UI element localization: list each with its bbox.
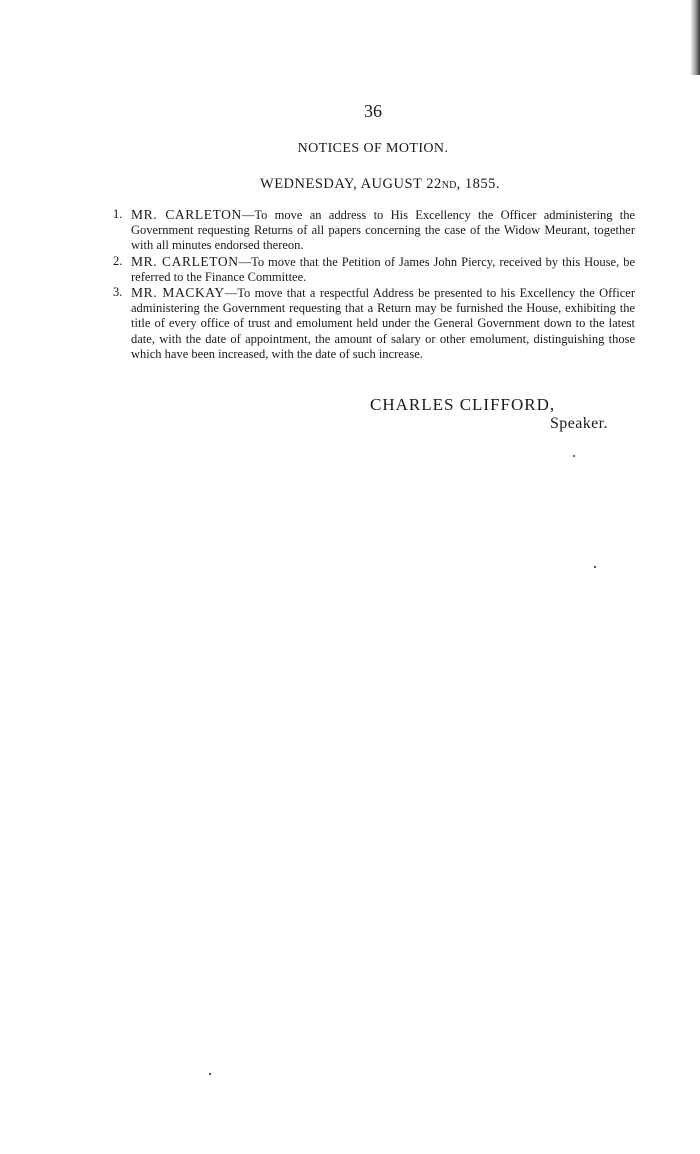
date-year: , 1855.: [456, 176, 500, 192]
notices-list: [113, 207, 635, 362]
notice-item-3: [113, 285, 635, 362]
page-number: 36: [364, 101, 382, 121]
notice-number: 3.: [113, 285, 123, 300]
signature-title: Speaker.: [550, 415, 608, 432]
notice-item-2: [113, 254, 635, 285]
notice-member: MR. CARLETON: [131, 253, 239, 269]
notice-item-1: [113, 207, 635, 254]
notice-text: —To move an address to His Excellency the Officer administering the Government requesting Returns of all papers concerning the case of the Widow Meurant, together with all minutes endorsed thereon.: [131, 208, 635, 253]
date-day-suffix: ND: [441, 180, 457, 191]
section-title: NOTICES OF MOTION.: [297, 141, 449, 156]
paper-speck: [573, 455, 575, 457]
notice-number: 2.: [113, 253, 123, 268]
notice-text: —To move that a respectful Address be presented to his Excellency the Officer administering the Government requesting that a Return may be furnished the House, exhibiting the title of every office of trust and emolument held under the General Government down to the latest date, with the date of appointment, the amount of salary or other emolument, distinguishing those which have been increased, with the date of such increase.: [131, 286, 635, 361]
notice-text: —To move that the Petition of James John Piercy, received by this House, be referred to the Finance Committee.: [131, 254, 635, 284]
date-heading: [0, 176, 700, 193]
paper-speck: [594, 566, 596, 568]
notice-number: 1.: [113, 207, 123, 221]
date-weekday-month: WEDNESDAY, AUGUST 22: [260, 176, 442, 192]
notice-member: MR. MACKAY: [131, 285, 225, 301]
notice-member: MR. CARLETON: [131, 207, 242, 222]
signature-name: CHARLES CLIFFORD,: [370, 395, 556, 414]
page-edge-shadow: [690, 0, 700, 75]
paper-speck: [209, 1073, 211, 1075]
